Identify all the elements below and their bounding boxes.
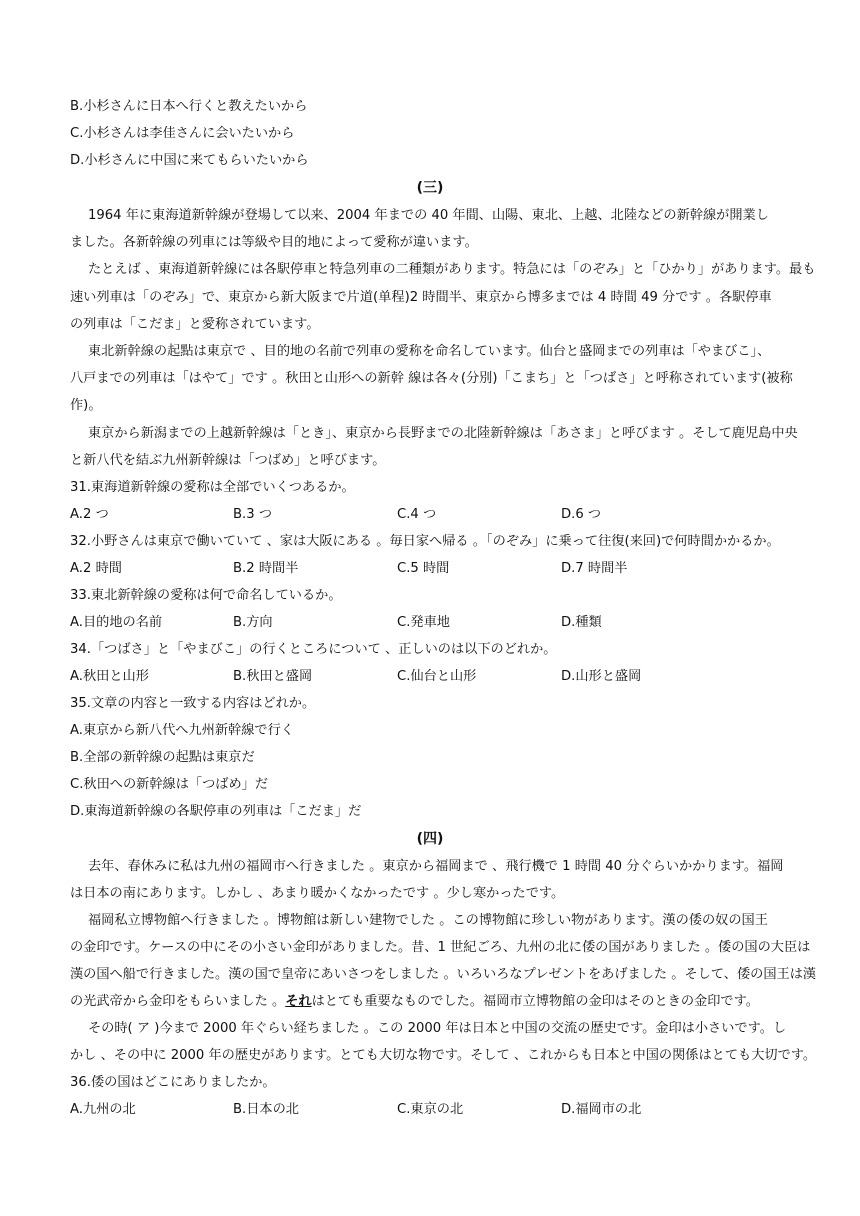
q34-option-d: D.山形と盛岡: [561, 669, 642, 684]
q31-option-a: A.2 つ: [70, 507, 109, 522]
question-32: 32.小野さんは東京で働いていて 、家は大阪にある 。毎日家へ帰る 。「のぞみ」に乗って往復(来回)で何時間かかるか。: [70, 534, 780, 549]
question-36: 36.倭の国はどこにありましたか。: [70, 1075, 276, 1090]
s3-paragraph-3-line-3: 作)。: [70, 398, 102, 413]
s4-paragraph-3-line-1: その時( ア )今まで 2000 年ぐらい経ちました 。この 2000 年は日本と中国の交流の歴史です。金印は小さいです。し: [88, 1021, 787, 1036]
prev-option-c: C.小杉さんは李佳さんに会いたいから: [70, 126, 295, 141]
s3-paragraph-2-line-1: たとえば 、東海道新幹線には各駅停車と特急列車の二種類があります。特急には「のぞみ」と「ひかり」があります。最も: [88, 262, 816, 277]
s4-paragraph-2-line-2: の金印です。ケースの中にその小さい金印がありました。昔、1 世紀ごろ、九州の北に倭の国がありました 。倭の国の大臣は: [70, 940, 811, 955]
s3-paragraph-2-line-3: の列車は「こだま」と愛称されています。: [70, 317, 320, 332]
q32-option-c: C.5 時間: [397, 561, 450, 576]
q35-option-d: D.東海道新幹線の各駅停車の列車は「こだま」だ: [70, 804, 362, 819]
q31-option-c: C.4 つ: [397, 507, 437, 522]
q34-option-c: C.仙台と山形: [397, 669, 477, 684]
q33-option-d: D.種類: [561, 615, 602, 630]
prev-option-d: D.小杉さんに中国に来てもらいたいから: [70, 153, 309, 168]
q33-option-a: A.目的地の名前: [70, 615, 163, 630]
q36-option-d: D.福岡市の北: [561, 1102, 642, 1117]
s4-paragraph-2-line-4: [70, 992, 792, 1012]
s4-paragraph-2-line-3: 漢の国へ船で行きました。漢の国で皇帝にあいさつをしました 。いろいろなプレゼントをあげました 。そして、倭の国王は漢: [70, 967, 817, 982]
q36-option-a: A.九州の北: [70, 1102, 136, 1117]
q33-option-c: C.発車地: [397, 615, 450, 630]
question-31: 31.東海道新幹線の愛称は全部でいくつあるか。: [70, 480, 355, 495]
s4-p2-l4-before: の光武帝から金印をもらいました 。: [70, 994, 286, 1009]
q31-option-b: B.3 つ: [233, 507, 273, 522]
s3-paragraph-1-line-2: ました。各新幹線の列車には等級や目的地によって愛称が違います。: [70, 235, 478, 250]
q35-option-b: B.全部の新幹線の起點は東京だ: [70, 750, 255, 765]
q36-option-c: C.東京の北: [397, 1102, 464, 1117]
question-34: 34.「つばさ」と「やまびこ」の行くところについて 、正しいのは以下のどれか。: [70, 642, 557, 657]
section-4-heading: (四): [416, 831, 444, 847]
s3-paragraph-2-line-2: 速い列車は「のぞみ」で、東京から新大阪まで片道(单程)2 時間半、東京から博多までは 4 時間 49 分です 。各駅停車: [70, 290, 772, 305]
s3-paragraph-4-line-1: 東京から新潟までの上越新幹線は「とき」、東京から長野までの北陸新幹線は「あさま」と呼びます 。そして鹿児島中央: [88, 426, 798, 441]
q32-option-a: A.2 時間: [70, 561, 122, 576]
question-35: 35.文章の内容と一致する内容はどれか。: [70, 696, 316, 711]
underlined-word-sore: それ: [285, 994, 312, 1009]
q35-option-c: C.秋田への新幹線は「つばめ」だ: [70, 777, 269, 792]
s4-paragraph-1-line-1: 去年、春休みに私は九州の福岡市へ行きました 。東京から福岡まで 、飛行機で 1 時間 40 分ぐらいかかります。福岡: [88, 859, 784, 874]
s3-paragraph-1-line-1: 1964 年に東海道新幹線が登場して以来、2004 年までの 40 年間、山陽、東北、上越、北陸などの新幹線が開業し: [88, 208, 769, 223]
question-33: 33.東北新幹線の愛称は何で命名しているか。: [70, 588, 342, 603]
s4-paragraph-3-line-2: かし 、その中に 2000 年の歴史があります。とても大切な物です。そして 、これからも日本と中国の関係はとても大切です。: [70, 1048, 817, 1063]
s4-paragraph-2-line-1: 福岡私立博物館へ行きました 。博物館は新しい建物でした 。この博物館に珍しい物があります。漢の倭の奴の国王: [88, 913, 768, 928]
s4-paragraph-1-line-2: は日本の南にあります。しかし 、あまり暖かくなかったです 。少し寒かったです。: [70, 886, 565, 901]
s3-paragraph-3-line-1: 東北新幹線の起點は東京で 、目的地の名前で列車の愛称を命名しています。仙台と盛岡までの列車は「やまびこ」、: [88, 344, 771, 359]
q32-option-b: B.2 時間半: [233, 561, 299, 576]
section-3-heading: (三): [416, 180, 444, 196]
q32-option-d: D.7 時間半: [561, 561, 628, 576]
q33-option-b: B.方向: [233, 615, 273, 630]
q31-option-d: D.6 つ: [561, 507, 602, 522]
q34-option-b: B.秋田と盛岡: [233, 669, 313, 684]
s4-p2-l4-after: はとても重要なものでした。福岡市立博物館の金印はそのときの金印です。: [311, 994, 759, 1009]
q34-option-a: A.秋田と山形: [70, 669, 149, 684]
s3-paragraph-3-line-2: 八戸までの列車は「はやて」です 。秋田と山形への新幹 線は各々(分別)「こまち」と「つばさ」と呼称されています(被称: [70, 371, 793, 386]
q36-option-b: B.日本の北: [233, 1102, 299, 1117]
prev-option-b: B.小杉さんに日本へ行くと教えたいから: [70, 99, 308, 114]
q35-option-a: A.東京から新八代へ九州新幹線で行く: [70, 723, 294, 738]
s3-paragraph-4-line-2: と新八代を結ぶ九州新幹線は「つばめ」と呼びます。: [70, 453, 386, 468]
